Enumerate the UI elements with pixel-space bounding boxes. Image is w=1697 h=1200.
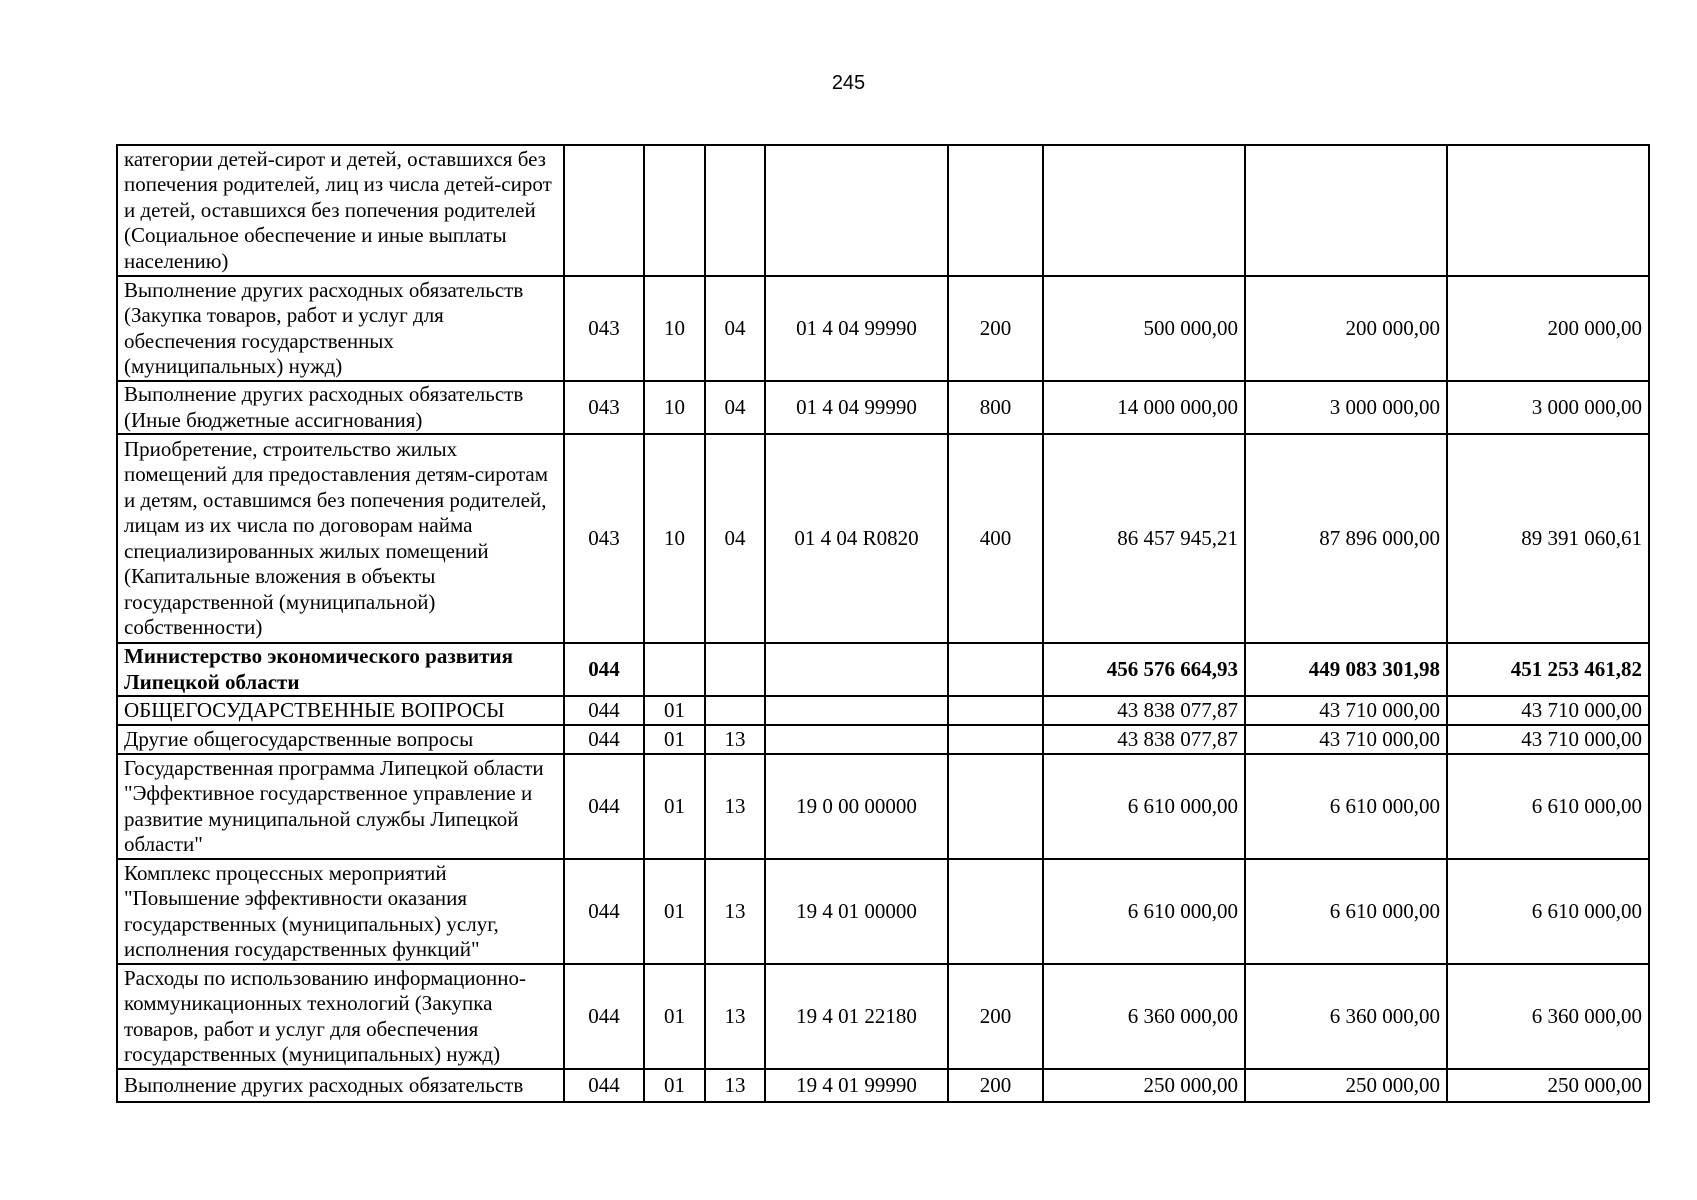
grbs-code [564,145,644,276]
expense-type-code [948,696,1043,725]
budget-table [116,144,1650,1103]
subsection-code: 13 [705,859,765,964]
expense-name: Государственная программа Липецкой области "Эффективное государственное управление и развитие муниципальной службы Липецкой области" [117,754,564,859]
table-row [117,276,1649,381]
expense-type-code [948,145,1043,276]
target-article-code [765,725,948,754]
target-article-code [765,696,948,725]
subsection-code [705,145,765,276]
grbs-code: 044 [564,964,644,1069]
amount-year-1: 14 000 000,00 [1043,381,1245,434]
expense-name: Выполнение других расходных обязательств [117,1069,564,1102]
target-article-code: 01 4 04 99990 [765,381,948,434]
amount-year-3: 43 710 000,00 [1447,725,1649,754]
expense-type-code: 200 [948,1069,1043,1102]
expense-type-code: 200 [948,276,1043,381]
grbs-code: 043 [564,381,644,434]
budget-table-body [117,145,1649,1102]
expense-type-code [948,754,1043,859]
subsection-code [705,696,765,725]
expense-type-code: 200 [948,964,1043,1069]
table-row [117,643,1649,696]
section-code: 01 [644,964,705,1069]
section-code: 01 [644,754,705,859]
table-row [117,696,1649,725]
amount-year-3: 6 610 000,00 [1447,859,1649,964]
table-row [117,145,1649,276]
target-article-code [765,643,948,696]
amount-year-1: 6 360 000,00 [1043,964,1245,1069]
table-row [117,964,1649,1069]
expense-name: Выполнение других расходных обязательств (Закупка товаров, работ и услуг для обеспечения государственных (муниципальных) нужд) [117,276,564,381]
expense-name: Выполнение других расходных обязательств (Иные бюджетные ассигнования) [117,381,564,434]
amount-year-2: 200 000,00 [1245,276,1447,381]
section-code: 01 [644,859,705,964]
target-article-code [765,145,948,276]
amount-year-1 [1043,145,1245,276]
target-article-code: 19 0 00 00000 [765,754,948,859]
table-row [117,859,1649,964]
subsection-code: 13 [705,964,765,1069]
grbs-code: 044 [564,754,644,859]
amount-year-1: 43 838 077,87 [1043,725,1245,754]
table-row [117,434,1649,643]
amount-year-2: 6 360 000,00 [1245,964,1447,1069]
amount-year-2: 3 000 000,00 [1245,381,1447,434]
grbs-code: 044 [564,859,644,964]
expense-name: категории детей-сирот и детей, оставшихся без попечения родителей, лиц из числа детей-сирот и детей, оставшихся без попечения родителей (Социальное обеспечение и иные выплаты населению) [117,145,564,276]
amount-year-1: 456 576 664,93 [1043,643,1245,696]
subsection-code: 04 [705,276,765,381]
amount-year-3 [1447,145,1649,276]
subsection-code [705,643,765,696]
amount-year-1: 6 610 000,00 [1043,859,1245,964]
expense-type-code: 800 [948,381,1043,434]
table-row [117,725,1649,754]
amount-year-2: 43 710 000,00 [1245,725,1447,754]
subsection-code: 04 [705,381,765,434]
grbs-code: 043 [564,276,644,381]
expense-type-code: 400 [948,434,1043,643]
subsection-code: 13 [705,1069,765,1102]
grbs-code: 044 [564,1069,644,1102]
expense-name: Другие общегосударственные вопросы [117,725,564,754]
target-article-code: 19 4 01 22180 [765,964,948,1069]
amount-year-2: 449 083 301,98 [1245,643,1447,696]
grbs-code: 044 [564,725,644,754]
section-code: 10 [644,434,705,643]
section-code [644,643,705,696]
expense-type-code [948,725,1043,754]
amount-year-1: 86 457 945,21 [1043,434,1245,643]
amount-year-2: 43 710 000,00 [1245,696,1447,725]
expense-name: Расходы по использованию информационно-коммуникационных технологий (Закупка товаров, работ и услуг для обеспечения государственных (муниципальных) нужд) [117,964,564,1069]
expense-type-code [948,643,1043,696]
amount-year-3: 3 000 000,00 [1447,381,1649,434]
expense-name: Министерство экономического развития Липецкой области [117,643,564,696]
grbs-code: 043 [564,434,644,643]
amount-year-3: 6 610 000,00 [1447,754,1649,859]
amount-year-2: 6 610 000,00 [1245,754,1447,859]
target-article-code: 01 4 04 99990 [765,276,948,381]
amount-year-3: 451 253 461,82 [1447,643,1649,696]
amount-year-2 [1245,145,1447,276]
amount-year-2: 87 896 000,00 [1245,434,1447,643]
amount-year-3: 6 360 000,00 [1447,964,1649,1069]
subsection-code: 04 [705,434,765,643]
amount-year-2: 250 000,00 [1245,1069,1447,1102]
grbs-code: 044 [564,696,644,725]
subsection-code: 13 [705,725,765,754]
amount-year-3: 200 000,00 [1447,276,1649,381]
amount-year-3: 43 710 000,00 [1447,696,1649,725]
amount-year-2: 6 610 000,00 [1245,859,1447,964]
expense-type-code [948,859,1043,964]
section-code: 01 [644,696,705,725]
target-article-code: 01 4 04 R0820 [765,434,948,643]
expense-name: ОБЩЕГОСУДАРСТВЕННЫЕ ВОПРОСЫ [117,696,564,725]
section-code: 10 [644,381,705,434]
amount-year-3: 250 000,00 [1447,1069,1649,1102]
target-article-code: 19 4 01 00000 [765,859,948,964]
target-article-code: 19 4 01 99990 [765,1069,948,1102]
section-code: 01 [644,1069,705,1102]
section-code: 01 [644,725,705,754]
amount-year-1: 43 838 077,87 [1043,696,1245,725]
table-row [117,381,1649,434]
page-number: 245 [831,72,866,94]
amount-year-1: 6 610 000,00 [1043,754,1245,859]
subsection-code: 13 [705,754,765,859]
table-row [117,1069,1649,1102]
section-code: 10 [644,276,705,381]
grbs-code: 044 [564,643,644,696]
amount-year-1: 250 000,00 [1043,1069,1245,1102]
expense-name: Приобретение, строительство жилых помещений для предоставления детям-сиротам и детям, оставшимся без попечения родителей, лицам из их числа по договорам найма специализированных жилых помещений (Капитальные вложения в объекты государственной (муниципальной) собственности) [117,434,564,643]
expense-name: Комплекс процессных мероприятий "Повышение эффективности оказания государственных (муниципальных) услуг, исполнения государственных функций" [117,859,564,964]
amount-year-3: 89 391 060,61 [1447,434,1649,643]
table-row [117,754,1649,859]
amount-year-1: 500 000,00 [1043,276,1245,381]
section-code [644,145,705,276]
